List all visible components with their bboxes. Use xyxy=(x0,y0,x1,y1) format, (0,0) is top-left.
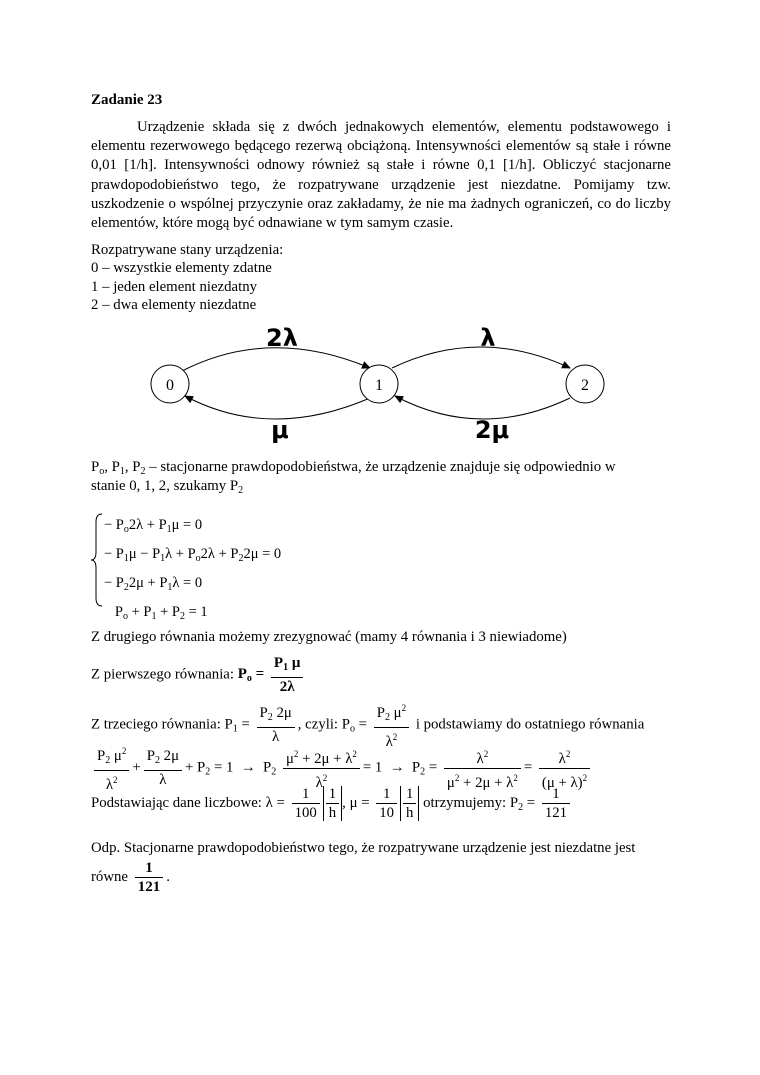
states-list xyxy=(91,241,283,315)
drop-equation-note: Z drugiego równania możemy zrezygnować (mamy 4 równania i 3 niewiadome) xyxy=(91,629,567,645)
substitution-derivation: $\frac{P_2 \mu^2}{\lambda^2}$ + $\frac{P_2 2\mu}{\lambda}$ + $P_2 = 1 \to P_2$ $\frac{\mu^2 + 2\mu + \lambda^2}{\lambda^2}$ = $1 \to P_2$ = $\frac{\lambda^2}{\mu^2 + 2\mu + \lambda^2}$ = $\frac{\lambda^2}{(\mu + \lambda)^2}$ xyxy=(91,743,593,793)
answer-line-1: Odp. Stacjonarne prawdopodobieństwo tego, że rozpatrywane urządzenie jest niezdatne jest xyxy=(91,840,636,856)
state-0: 0 – wszystkie elementy zdatne xyxy=(91,260,272,277)
first-equation-result: Z pierwszego równania: $P_o$ = $\frac{P_1 \mu}{2\lambda}$ xyxy=(91,655,306,695)
state-node-label-0: 0 xyxy=(166,377,174,394)
equation-3: − $P_22\mu + P_1\lambda = 0$ xyxy=(104,575,203,593)
task-description: Urządzenie składa się z dwóch jednakowych elementów, elementu podstawowego i elementu rezerwowego będącego rezerwą obciążoną. Intensywności elementów są stałe i równe 0,01 [1/h]. Intensywności odnowy również są stałe i równe 0,1 [1/h]. Obliczyć stacjonarne prawdopodobieństwo tego, że rozpatrywane urządzenie jest niezdatne. Pomijamy tzw. uszkodzenie o wspólnej przyczynie oraz zakładamy, że nie ma żadnych ograniczeń, co do liczby elementów, które mogą być odnawiane w tym samym czasie. xyxy=(91,119,671,232)
state-transition-diagram xyxy=(130,316,630,456)
task-title: Zadanie 23 xyxy=(91,92,163,108)
state-node-label-2: 2 xyxy=(581,377,589,394)
states-header: Rozpatrywane stany urządzenia: xyxy=(91,242,284,258)
state-node-label-1: 1 xyxy=(375,377,383,394)
rate-label-2lambda: 2λ xyxy=(266,324,298,352)
answer-numerator: 1 xyxy=(135,860,164,878)
rate-label-2mu: 2μ xyxy=(474,416,510,444)
numeric-substitution: Podstawiając dane liczbowe: λ = $\frac{1}{100}$ $\frac{1}{h}$ , μ = $\frac{1}{10}$ $\frac{1}{h}$ otrzymujemy: $P_2$ = $\frac{1}{121}$ xyxy=(91,786,573,821)
probabilities-line-1: $P_o$, $P_1$, $P_2$ – stacjonarne prawdopodobieństwa, że urządzenie znajduje się odpowiednio w xyxy=(91,459,616,477)
equation-2: − $P_1\mu - P_1\lambda + P_o2\lambda + P_22\mu = 0$ xyxy=(104,546,282,564)
equation-system xyxy=(104,513,281,629)
answer-line-2: równe $\frac{1}{121}$ . xyxy=(91,860,170,895)
equation-4: $P_o + P_1 + P_2 = 1$ xyxy=(104,604,208,622)
probabilities-line-2: stanie 0, 1, 2, szukamy $P_2$ xyxy=(91,478,244,496)
rate-label-mu: μ xyxy=(271,416,289,444)
answer-denominator: 121 xyxy=(137,879,161,895)
state-2: 2 – dwa elementy niezdatne xyxy=(91,297,257,314)
third-equation-result: Z trzeciego równania: $P_1$ = $\frac{P_2 2\mu}{\lambda}$ , czyli: $P_o$ = $\frac{P_2 \mu^2}{\lambda^2}$ i podstawiamy do ostatniego równania xyxy=(91,700,644,750)
state-1: 1 – jeden element niezdatny xyxy=(91,278,257,295)
probabilities-text: – stacjonarne prawdopodobieństwa, że urządzenie znajduje się odpowiednio w xyxy=(145,459,616,475)
equation-1: − $P_o2\lambda + P_1\mu = 0$ xyxy=(104,517,203,535)
equation-system-brace xyxy=(90,512,104,608)
rate-label-lambda: λ xyxy=(480,324,496,352)
